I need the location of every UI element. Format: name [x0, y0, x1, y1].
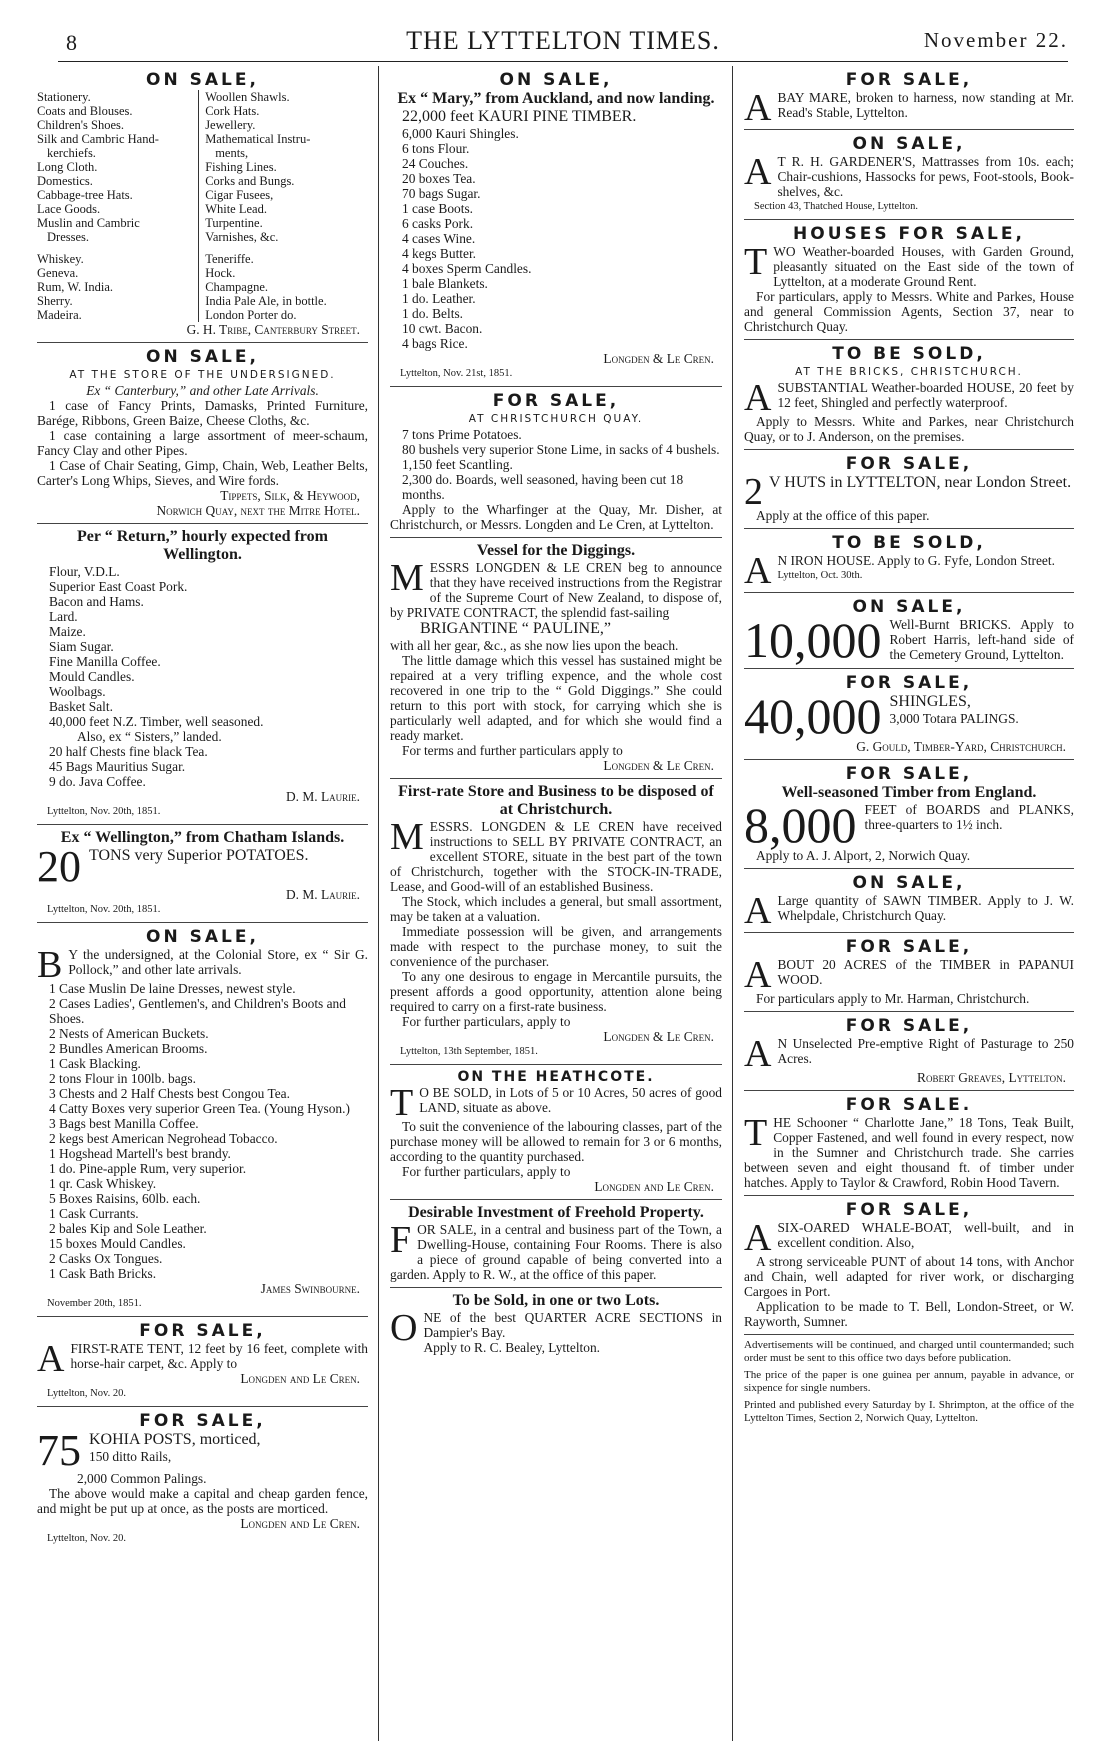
column-rule	[378, 66, 379, 1741]
vessel-name: BRIGANTINE “ PAULINE,”	[420, 620, 611, 637]
column-2	[390, 66, 722, 1736]
ad-text: The little damage which this vessel has sustained might be repaired at a very trifling expence, and the whole cost recovered in one trip to the “ Gold Diggings.” She could return to this port with stock, for carrying which she is particularly well adapted, and for which she would find a ready market.	[390, 653, 722, 743]
ad-shingles	[744, 669, 1074, 760]
list-item: 4 Catty Boxes very superior Green Tea. (Young Hyson.)	[49, 1101, 350, 1116]
signature: D. M. Laurie.	[286, 789, 360, 804]
ad-vessel-diggings	[390, 538, 722, 779]
list-item: 4 boxes Sperm Candles.	[402, 261, 532, 276]
ad-date: Lyttelton, Oct. 30th.	[777, 570, 863, 581]
list-item: 2 bales Kip and Sole Leather.	[49, 1221, 207, 1236]
ad-text: V HUTS in LYTTELTON, near London Street.	[769, 474, 1072, 491]
goods-item: Lace Goods.	[37, 202, 101, 216]
big-number: 10,000	[744, 612, 882, 668]
signature: Robert Greaves, Lyttelton.	[917, 1070, 1066, 1085]
ad-text: For particulars, apply to Messrs. White and Parkes, House and general Commission Agents, Section 37, near to Christchurch Quay.	[744, 289, 1074, 334]
list-item: 5 Boxes Raisins, 60lb. each.	[49, 1191, 201, 1206]
drop-cap: B	[37, 944, 63, 986]
ad-date: Lyttelton, Nov. 20th, 1851.	[47, 806, 161, 817]
goods-grid	[37, 90, 368, 322]
signature: Longden and Le Cren.	[594, 1179, 714, 1194]
ad-timber-england	[744, 760, 1074, 869]
ad-text: SHINGLES,	[889, 693, 971, 710]
goods-item: London Porter do.	[205, 308, 297, 322]
ad-date: Lyttelton, Nov. 20.	[47, 1388, 126, 1399]
list-item: 2 tons Flour in 100lb. bags.	[49, 1071, 196, 1086]
ad-heading: TO BE SOLD,	[832, 533, 986, 553]
list-item: 20 boxes Tea.	[402, 171, 476, 186]
signature: Longden and Le Cren.	[240, 1371, 360, 1386]
ad-subheading: AT THE BRICKS, CHRISTCHURCH.	[795, 366, 1023, 378]
goods-item: Muslin and Cambric	[37, 216, 140, 230]
ad-heading: FOR SALE,	[845, 764, 973, 784]
goods-item: India Pale Ale, in bottle.	[205, 294, 327, 308]
ad-subheading: AT CHRISTCHURCH QUAY.	[468, 413, 644, 425]
ad-text: HE Schooner “ Charlotte Jane,” 18 Tons, Teak Built, Copper Fastened, and well found in every respect, now in the Sumner and Christchurch trade. She carries between seven and eight thousand ft. of timber under hatches. Apply to Taylor & Crawford, Robin Hood Tavern.	[744, 1115, 1074, 1190]
ad-text: OR SALE, in a central and business part of the Town, a Dwelling-House, containing Four Rooms. There is also a piece of ground capable of being converted into a garden. Apply to R. W., at the office of this paper.	[390, 1222, 722, 1282]
column-3	[744, 66, 1074, 1736]
ad-text: Apply to R. C. Bealey, Lyttelton.	[423, 1340, 600, 1355]
list-item: 6 tons Flour.	[402, 141, 470, 156]
ad-text: Apply at the office of this paper.	[756, 508, 930, 523]
goods-item: Varnishes, &c.	[205, 230, 279, 244]
ad-date: Lyttelton, Nov. 20.	[47, 1533, 126, 1544]
column-1	[37, 66, 368, 1736]
ad-heading: ON SALE,	[852, 597, 966, 617]
goods-item: Coats and Blouses.	[37, 104, 133, 118]
goods-item: Woollen Shawls.	[205, 90, 290, 104]
list-item: 20 half Chests fine black Tea.	[49, 744, 208, 759]
drop-cap: F	[390, 1219, 412, 1261]
ad-note: Section 43, Thatched House, Lyttelton.	[754, 201, 918, 212]
goods-item: Cork Hats.	[205, 104, 260, 118]
list-item: 2 Bundles American Brooms.	[49, 1041, 208, 1056]
ad-text: To any one desirous to engage in Mercantile pursuits, the present affords a good opportunity, attention alone being required to carry on a first-rate business.	[390, 969, 722, 1014]
ad-intro: Y the undersigned, at the Colonial Store, ex “ Sir G. Pollock,” and other late arrivals.	[68, 947, 368, 977]
list-item: 7 tons Prime Potatoes.	[402, 427, 522, 442]
list-item: 24 Couches.	[402, 156, 469, 171]
drop-cap: A	[744, 87, 772, 129]
ad-heading: FOR SALE,	[139, 1321, 266, 1341]
list-item: 9 do. Java Coffee.	[49, 774, 146, 789]
ad-colonial-store	[37, 923, 368, 1317]
goods-item: Champagne.	[205, 280, 269, 294]
goods-item: Teneriffe.	[205, 252, 254, 266]
drop-cap: A	[744, 890, 772, 932]
list-item: 40,000 feet N.Z. Timber, well seasoned.	[49, 714, 264, 729]
drop-cap: A	[744, 1217, 772, 1259]
goods-item: Dresses.	[47, 230, 90, 244]
notice-text: The price of the paper is one guinea per annum, payable in advance, or sixpence for single numbers.	[744, 1369, 1074, 1394]
list-item: Bacon and Hams.	[49, 594, 144, 609]
ad-text: Immediate possession will be given, and arrangements made with respect to the purchase money, to suit the convenience of the purchaser.	[390, 924, 722, 969]
ad-pasturage	[744, 1012, 1074, 1091]
ad-text: 1 case of Fancy Prints, Damasks, Printed Furniture, Barége, Ribbons, Green Baize, Cheese Cloths, &c.	[37, 398, 368, 428]
page-number: 8	[66, 30, 77, 55]
ad-iron-house	[744, 529, 1074, 593]
drop-cap: T	[744, 1112, 768, 1154]
list-item: 2 kegs best American Negrohead Tobacco.	[49, 1131, 278, 1146]
ad-general-goods	[37, 66, 368, 343]
list-item: Mould Candles.	[49, 669, 135, 684]
drop-cap: T	[390, 1082, 414, 1124]
signature: D. M. Laurie.	[286, 887, 360, 902]
list-item: 2 Nests of American Buckets.	[49, 1026, 209, 1041]
big-number: 20	[37, 842, 81, 891]
ad-chatham-potatoes	[37, 825, 368, 923]
list-item: Superior East Coast Pork.	[49, 579, 188, 594]
ad-store-business	[390, 779, 722, 1065]
drop-cap: A	[744, 1033, 772, 1075]
ad-text: FEET of BOARDS and PLANKS, three-quarters to 1½ inch.	[864, 802, 1074, 832]
goods-item: Cabbage-tree Hats.	[37, 188, 133, 202]
signature: Longden & Le Cren.	[603, 351, 714, 366]
ad-freehold	[390, 1200, 722, 1288]
drop-cap: A	[744, 550, 772, 592]
drop-cap: O	[390, 1307, 418, 1349]
list-item: 2,300 do. Boards, well seasoned, having been cut 18 months.	[402, 472, 684, 502]
goods-item: Stationery.	[37, 90, 91, 104]
ad-text: Well-Burnt BRICKS. Apply to Robert Harris, left-hand side of the Cemetery Ground, Lyttelton.	[889, 617, 1074, 662]
ad-text: Apply to the Wharfinger at the Quay, Mr. Disher, at Christchurch, or Messrs. Longden and Le Cren, at Lyttelton.	[390, 502, 722, 532]
ad-text: with all her gear, &c., as she now lies upon the beach.	[390, 638, 679, 653]
ad-text: FIRST-RATE TENT, 12 feet by 16 feet, complete with horse-hair carpet, &c. Apply to	[70, 1341, 368, 1371]
list-item: 4 kegs Butter.	[402, 246, 477, 261]
ad-text: O BE SOLD, in Lots of 5 or 10 Acres, 50 acres of good LAND, situate as above.	[419, 1085, 722, 1115]
goods-item: White Lead.	[205, 202, 267, 216]
drop-cap: A	[744, 377, 772, 419]
ad-text: 150 ditto Rails,	[89, 1449, 172, 1464]
signature: G. Gould, Timber-Yard, Christchurch.	[856, 739, 1066, 754]
goods-item: Long Cloth.	[37, 160, 98, 174]
ad-heading: FOR SALE,	[845, 454, 973, 474]
ad-heading: Per “ Return,” hourly expected from Wellington.	[77, 528, 328, 563]
ad-text: 3,000 Totara PALINGS.	[889, 711, 1019, 726]
goods-item: Turpentine.	[205, 216, 263, 230]
list-item: Lard.	[49, 609, 78, 624]
list-item: 2 Casks Ox Tongues.	[49, 1251, 163, 1266]
issue-date: November 22.	[923, 28, 1068, 52]
list-item: 1 case Boots.	[402, 201, 474, 216]
goods-item: Domestics.	[37, 174, 93, 188]
ad-christchurch-quay	[390, 387, 722, 538]
list-item: 10 cwt. Bacon.	[402, 321, 483, 336]
ad-text: 1 case containing a large assortment of meer-schaum, Fancy Clay and other Pipes.	[37, 428, 368, 458]
signature: G. H. Tribe, Canterbury Street.	[186, 322, 360, 337]
list-item: 3 Chests and 2 Half Chests best Congou Tea.	[49, 1086, 290, 1101]
drop-cap: A	[744, 954, 772, 996]
ad-heading: FOR SALE,	[845, 937, 973, 957]
ad-text: SUBSTANTIAL Weather-boarded HOUSE, 20 feet by 12 feet, Shingled and perfectly waterproof.	[777, 380, 1074, 410]
list-item: 45 Bags Mauritius Sugar.	[49, 759, 186, 774]
signature: Longden & Le Cren.	[603, 1029, 714, 1044]
ad-date: November 20th, 1851.	[47, 1298, 142, 1309]
ad-heading: Ex “ Wellington,” from Chatham Islands.	[60, 829, 345, 846]
list-item: 1 Case Muslin De laine Dresses, newest style.	[49, 981, 296, 996]
goods-item: Fishing Lines.	[205, 160, 277, 174]
list-item: 1 bale Blankets.	[402, 276, 488, 291]
ad-whale-boat	[744, 1196, 1074, 1335]
big-number: 8,000	[744, 797, 857, 853]
ad-heading: Vessel for the Diggings.	[476, 542, 636, 559]
column-rule	[732, 66, 733, 1741]
big-number: 2	[744, 471, 763, 513]
list-item: 1,150 feet Scantling.	[402, 457, 513, 472]
list-item: 4 bags Rice.	[402, 336, 468, 351]
ad-text: Apply to Messrs. White and Parkes, near Christchurch Quay, or to J. Anderson, on the premises.	[744, 414, 1074, 444]
ad-heading: Desirable Investment of Freehold Property.	[408, 1204, 704, 1221]
ad-papanui	[744, 933, 1074, 1012]
masthead	[58, 22, 1068, 62]
ad-text: ESSRS. LONGDEN & LE CREN have received instructions to SELL BY PRIVATE CONTRACT, an excellent STORE, situate in the best part of the town of Christchurch, together with the STOCK-IN-TRADE, Lease, and Good-will of an established Business.	[390, 819, 722, 894]
big-number: 75	[37, 1426, 81, 1475]
ad-gardener	[744, 130, 1074, 220]
ad-houses	[744, 220, 1074, 340]
list-item: Maize.	[49, 624, 86, 639]
ad-text: WO Weather-boarded Houses, with Garden Ground, pleasantly situated on the East side of the town of Lyttelton, at a moderate Ground Rent.	[773, 244, 1074, 289]
goods-item: kerchiefs.	[47, 146, 96, 160]
ad-heading: To be Sold, in one or two Lots.	[452, 1292, 660, 1309]
list-item: 2 Cases Ladies', Gentlemen's, and Children's Boots and Shoes.	[49, 996, 346, 1026]
signature: Tippets, Silk, & Heywood,	[220, 488, 360, 503]
ad-heading: FOR SALE,	[845, 70, 973, 90]
ad-sawn-timber	[744, 869, 1074, 933]
big-number: 40,000	[744, 688, 882, 744]
list-item: 6,000 Kauri Shingles.	[402, 126, 519, 141]
ad-heading: FOR SALE.	[845, 1095, 973, 1115]
ad-huts	[744, 450, 1074, 529]
signature-address: Norwich Quay, next the Mitre Hotel.	[156, 503, 360, 518]
signature: James Swinbourne.	[260, 1281, 360, 1296]
goods-item: Hock.	[205, 266, 236, 280]
ad-heading: FOR SALE,	[845, 1200, 973, 1220]
notice-text: Printed and published every Saturday by I. Shrimpton, at the office of the Lyttelton Times, Section 2, Norwich Quay, Lyttelton.	[744, 1399, 1074, 1424]
ad-heading: ON SALE,	[499, 70, 613, 90]
ad-text: ESSRS LONGDEN & LE CREN beg to announce that they have received instructions from the Registrar of the Supreme Court of New Zealand, to dispose of, by PRIVATE CONTRACT, the splendid fast-sailing	[390, 560, 722, 620]
ad-date: Lyttelton, 13th September, 1851.	[400, 1046, 538, 1057]
ad-weatherboard-house	[744, 340, 1074, 450]
ad-text: BAY MARE, broken to harness, now standing at Mr. Read's Stable, Lyttelton.	[777, 90, 1074, 120]
goods-item: Children's Shoes.	[37, 118, 124, 132]
ad-text: The Stock, which includes a general, but small assortment, may be taken at a valuation.	[390, 894, 722, 924]
ad-bricks	[744, 593, 1074, 669]
ad-quarter-acre	[390, 1288, 722, 1360]
signature: Longden and Le Cren.	[240, 1516, 360, 1531]
goods-item: ments,	[215, 146, 249, 160]
list-item: Basket Salt.	[49, 699, 113, 714]
list-item: 1 do. Belts.	[402, 306, 464, 321]
ad-feature-line: 22,000 feet KAURI PINE TIMBER.	[402, 108, 637, 125]
ad-text: BOUT 20 ACRES of the TIMBER in PAPANUI WOOD.	[777, 957, 1074, 987]
list-item: 70 bags Sugar.	[402, 186, 481, 201]
list-item: Woolbags.	[49, 684, 106, 699]
ad-heading: First-rate Store and Business to be disposed of at Christchurch.	[398, 783, 714, 818]
ad-text: Apply to A. J. Alport, 2, Norwich Quay.	[756, 848, 971, 863]
ad-date: Lyttelton, Nov. 20th, 1851.	[47, 904, 161, 915]
list-note: Also, ex “ Sisters,” landed.	[77, 729, 222, 744]
list-item: 1 Cask Currants.	[49, 1206, 139, 1221]
ad-text: 1 Case of Chair Seating, Gimp, Chain, Web, Leather Belts, Carter's Long Whips, Sieves, and Wire fords.	[37, 458, 368, 488]
ad-heading: ON SALE,	[146, 347, 259, 367]
ad-bay-mare	[744, 66, 1074, 130]
ad-text: TONS very Superior POTATOES.	[89, 847, 309, 864]
ad-heading: ON THE HEATHCOTE.	[457, 1069, 655, 1085]
ad-heading: ON SALE,	[146, 927, 259, 947]
drop-cap: M	[390, 557, 424, 599]
goods-item: Madeira.	[37, 308, 82, 322]
ad-date: Lyttelton, Nov. 21st, 1851.	[400, 368, 513, 379]
ad-text: For particulars apply to Mr. Harman, Christchurch.	[756, 991, 1030, 1006]
list-item: 1 Cask Blacking.	[49, 1056, 141, 1071]
ad-text: 2,000 Common Palings.	[77, 1471, 207, 1486]
ad-canterbury-arrivals	[37, 343, 368, 524]
ad-text: SIX-OARED WHALE-BOAT, well-built, and in excellent condition. Also,	[777, 1220, 1074, 1250]
ad-text: N Unselected Pre-emptive Right of Pasturage to 250 Acres.	[777, 1036, 1074, 1066]
goods-item: Rum, W. India.	[37, 280, 114, 294]
list-item: 4 cases Wine.	[402, 231, 476, 246]
ad-heading: FOR SALE,	[845, 1016, 973, 1036]
list-item: Flour, V.D.L.	[49, 564, 120, 579]
goods-item: Mathematical Instru-	[205, 132, 311, 146]
ad-text: Application to be made to T. Bell, London-Street, or W. Rayworth, Sumner.	[744, 1299, 1074, 1329]
ad-heading: ON SALE,	[852, 134, 966, 154]
ad-heading: HOUSES FOR SALE,	[793, 224, 1025, 244]
goods-item: Jewellery.	[205, 118, 256, 132]
drop-cap: A	[744, 151, 772, 193]
ad-subtitle: Ex “ Canterbury,” and other Late Arrivals.	[86, 383, 319, 398]
signature: Longden & Le Cren.	[603, 758, 714, 773]
drop-cap: A	[37, 1338, 65, 1380]
goods-item: Geneva.	[37, 266, 79, 280]
ad-tent	[37, 1317, 368, 1407]
list-item: 6 casks Pork.	[402, 216, 474, 231]
goods-item: Whiskey.	[37, 252, 84, 266]
list-item: 1 Cask Bath Bricks.	[49, 1266, 157, 1281]
list-item: 3 Bags best Manilla Coffee.	[49, 1116, 199, 1131]
ad-heading: TO BE SOLD,	[832, 344, 986, 364]
ad-return-wellington	[37, 524, 368, 825]
ad-text: A strong serviceable PUNT of about 14 tons, with Anchor and Chain, well adapted for river work, or discharging Cargoes in Port.	[744, 1254, 1074, 1299]
ad-text: T R. H. GARDENER'S, Mattrasses from 10s. each; Chair-cushions, Hassocks for pews, Foot-stools, Book-shelves, &c.	[777, 154, 1074, 199]
ad-text: NE of the best QUARTER ACRE SECTIONS in Dampier's Bay.	[423, 1310, 722, 1340]
list-item: 80 bushels very superior Stone Lime, in sacks of 4 bushels.	[402, 442, 720, 457]
ad-text: For further particulars, apply to	[402, 1164, 571, 1179]
ad-text: N IRON HOUSE. Apply to G. Fyfe, London Street.	[777, 553, 1055, 568]
ad-heading: FOR SALE,	[139, 1411, 266, 1431]
notice-text: Advertisements will be continued, and charged until countermanded; such order must be sent to this office two days before publication.	[744, 1339, 1074, 1364]
list-item: 1 qr. Cask Whiskey.	[49, 1176, 157, 1191]
ad-text: The above would make a capital and cheap garden fence, and might be put up at once, as the posts are morticed.	[37, 1486, 368, 1516]
ad-text: For terms and further particulars apply to	[402, 743, 623, 758]
drop-cap: M	[390, 816, 424, 858]
list-item: Siam Sugar.	[49, 639, 114, 654]
ad-kohia-posts	[37, 1407, 368, 1551]
newspaper-title: THE LYTTELTON TIMES.	[406, 26, 720, 55]
goods-item: Sherry.	[37, 294, 73, 308]
list-item: Fine Manilla Coffee.	[49, 654, 161, 669]
ad-text: For further particulars, apply to	[402, 1014, 571, 1029]
ad-subheading: AT THE STORE OF THE UNDERSIGNED.	[69, 369, 336, 381]
ad-subheading: Ex “ Mary,” from Auckland, and now landing.	[397, 90, 715, 107]
ad-text: KOHIA POSTS, morticed,	[89, 1431, 261, 1448]
goods-item: Corks and Bungs.	[205, 174, 295, 188]
ad-mary-auckland	[390, 66, 722, 387]
ad-heathcote	[390, 1065, 722, 1200]
ad-schooner	[744, 1091, 1074, 1196]
ad-subheading: Well-seasoned Timber from England.	[781, 784, 1037, 801]
list-item: 15 boxes Mould Candles.	[49, 1236, 186, 1251]
ad-heading: FOR SALE,	[492, 391, 620, 411]
list-item: 1 Hogshead Martell's best brandy.	[49, 1146, 231, 1161]
drop-cap: T	[744, 241, 768, 283]
goods-item: Cigar Fusees,	[205, 188, 274, 202]
goods-item: Silk and Cambric Hand-	[37, 132, 159, 146]
ad-heading: ON SALE,	[852, 873, 966, 893]
ad-heading: FOR SALE,	[845, 673, 973, 693]
ad-heading: ON SALE,	[146, 70, 259, 90]
list-item: 1 do. Leather.	[402, 291, 476, 306]
publication-notice	[744, 1335, 1074, 1425]
ad-text: Large quantity of SAWN TIMBER. Apply to J. W. Whelpdale, Christchurch Quay.	[777, 893, 1074, 923]
ad-text: To suit the convenience of the labouring classes, part of the purchase money will be allowed to remain for 3 or 6 months, according to the quantity purchased.	[390, 1119, 722, 1164]
list-item: 1 do. Pine-apple Rum, very superior.	[49, 1161, 247, 1176]
